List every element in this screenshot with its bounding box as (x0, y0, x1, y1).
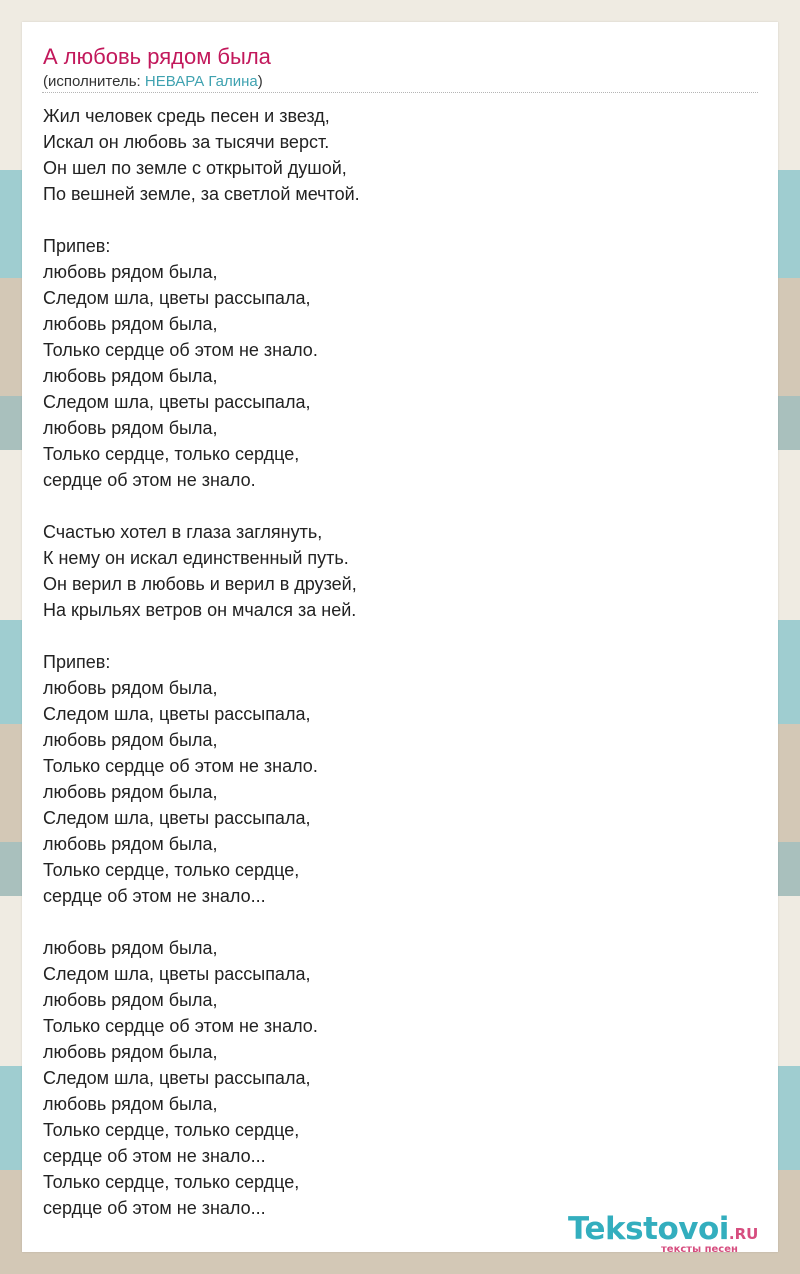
lyric-line: Припев: (43, 652, 111, 672)
lyric-line: Следом шла, цветы рассыпала, (43, 808, 311, 828)
lyric-line: любовь рядом была, (43, 938, 218, 958)
lyric-line: Искал он любовь за тысячи верст. (43, 132, 330, 152)
lyric-line: любовь рядом была, (43, 730, 218, 750)
performer-line (43, 73, 263, 90)
lyric-line: На крыльях ветров он мчался за ней. (43, 600, 357, 620)
lyric-line: Он шел по земле с открытой душой, (43, 158, 347, 178)
lyric-line: Следом шла, цветы рассыпала, (43, 704, 311, 724)
lyric-line: любовь рядом была, (43, 834, 218, 854)
lyric-line: Только сердце об этом не знало. (43, 340, 318, 360)
performer-prefix: (исполнитель: (43, 73, 145, 90)
lyrics-text (43, 103, 743, 1221)
lyric-line: Следом шла, цветы рассыпала, (43, 392, 311, 412)
lyric-line: любовь рядом была, (43, 1042, 218, 1062)
performer-suffix: ) (257, 73, 263, 90)
stanza-break (43, 207, 743, 233)
lyric-line: Следом шла, цветы рассыпала, (43, 288, 311, 308)
lyric-line: любовь рядом была, (43, 262, 218, 282)
lyric-line: любовь рядом была, (43, 314, 218, 334)
lyric-line: Следом шла, цветы рассыпала, (43, 1068, 311, 1088)
stanza-break (43, 623, 743, 649)
lyric-line: К нему он искал единственный путь. (43, 548, 349, 568)
lyric-line: сердце об этом не знало... (43, 1146, 266, 1166)
lyric-line: Только сердце об этом не знало. (43, 1016, 318, 1036)
logo-main-text: Tekstovoi (568, 1211, 729, 1247)
lyric-line: Жил человек средь песен и звезд, (43, 106, 330, 126)
title-divider (42, 92, 758, 93)
lyric-line: Только сердце, только сердце, (43, 1172, 300, 1192)
lyric-line: Только сердце, только сердце, (43, 1120, 300, 1140)
lyric-line: Счастью хотел в глаза заглянуть, (43, 522, 323, 542)
lyrics-card (22, 22, 778, 1255)
stanza-break (43, 493, 743, 519)
lyric-line: Припев: (43, 236, 111, 256)
lyric-line: сердце об этом не знало... (43, 886, 266, 906)
site-logo[interactable] (568, 1211, 778, 1255)
song-title: А любовь рядом была (43, 44, 271, 69)
lyric-line: любовь рядом была, (43, 990, 218, 1010)
lyric-line: Только сердце об этом не знало. (43, 756, 318, 776)
logo-wordmark (568, 1211, 758, 1247)
lyric-line: сердце об этом не знало. (43, 470, 256, 490)
lyric-line: любовь рядом была, (43, 418, 218, 438)
stanza-break (43, 909, 743, 935)
lyric-line: По вешней земле, за светлой мечтой. (43, 184, 360, 204)
lyric-line: любовь рядом была, (43, 366, 218, 386)
lyric-line: сердце об этом не знало... (43, 1198, 266, 1218)
lyric-line: Только сердце, только сердце, (43, 860, 300, 880)
performer-link[interactable]: НЕВАРА Галина (144, 73, 258, 90)
lyric-line: любовь рядом была, (43, 1094, 218, 1114)
logo-tagline: тексты песен (661, 1244, 738, 1255)
lyric-line: Только сердце, только сердце, (43, 444, 300, 464)
lyric-line: любовь рядом была, (43, 782, 218, 802)
lyric-line: Следом шла, цветы рассыпала, (43, 964, 311, 984)
lyric-line: Он верил в любовь и верил в друзей, (43, 574, 357, 594)
lyric-line: любовь рядом была, (43, 678, 218, 698)
logo-tld: .RU (728, 1225, 759, 1243)
